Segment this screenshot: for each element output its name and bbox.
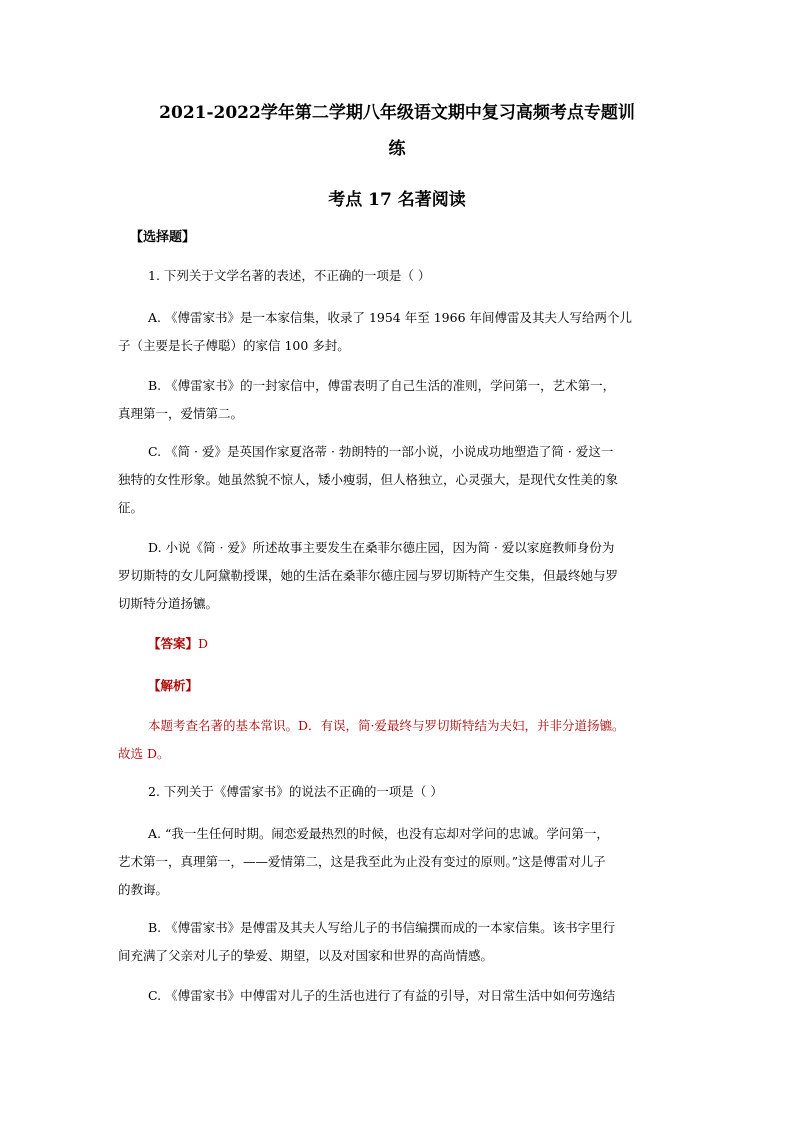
- q1-option-d-line1: D. 小说《简 · 爱》所述故事主要发生在桑菲尔德庄园，因为简 · 爱以家庭教师身份为: [148, 540, 615, 555]
- q1-option-a-line2: 子（主要是长子傅聪）的家信 100 多封。: [118, 338, 350, 353]
- q2-option-b-line2: 间充满了父亲对儿子的挚爱、期望，以及对国家和世界的高尚情感。: [118, 948, 494, 963]
- q1-option-c-line1: C. 《简 · 爱》是英国作家夏洛蒂 · 勃朗特的一部小说，小说成功地塑造了简 · 爱这一: [148, 444, 614, 459]
- q1-option-b-line1: B. 《傅雷家书》的一封家信中，傅雷表明了自己生活的准则，学问第一，艺术第一，: [148, 378, 616, 393]
- q1-analysis-line2: 故选 D。: [118, 746, 170, 761]
- q1-stem: 1. 下列关于文学名著的表述，不正确的一项是（ ）: [148, 268, 431, 283]
- q2-option-a-line2: 艺术第一，真理第一，——爱情第二，这是我至此为止没有变过的原则。”这是傅雷对儿子: [118, 854, 606, 869]
- q2-option-a-line1: A. “我一生任何时期。闹恋爱最热烈的时候，也没有忘却对学问的忠诚。学问第一，: [148, 826, 609, 841]
- section-choice-label: 【选择题】: [130, 230, 196, 245]
- q2-option-c-line1: C. 《傅雷家书》中傅雷对儿子的生活也进行了有益的引导，对日常生活中如何劳逸结: [148, 988, 616, 1003]
- document-title-line1: 2021-2022学年第二学期八年级语文期中复习高频考点专题训: [159, 103, 635, 123]
- q2-option-a-line3: 的教诲。: [118, 882, 169, 897]
- q1-option-c-line3: 征。: [118, 500, 144, 515]
- answer-value: D: [198, 636, 209, 651]
- q1-option-d-line3: 切斯特分道扬镳。: [118, 596, 219, 611]
- q1-option-a-line1: A. 《傅雷家书》是一本家信集，收录了 1954 年至 1966 年间傅雷及其夫人写给两个儿: [148, 310, 632, 325]
- q1-answer: [148, 630, 714, 658]
- document-title-line2: 练: [388, 139, 406, 159]
- q1-option-b-line2: 真理第一，爱情第二。: [118, 406, 244, 421]
- q1-option-d-line2: 罗切斯特的女儿阿黛勒授课，她的生活在桑菲尔德庄园与罗切斯特产生交集，但最终她与罗: [118, 568, 619, 583]
- answer-label: 【答案】: [148, 636, 199, 651]
- q1-option-c-line2: 独特的女性形象。她虽然貌不惊人，矮小瘦弱，但人格独立，心灵强大，是现代女性美的象: [118, 472, 619, 487]
- q2-option-b-line1: B. 《傅雷家书》是傅雷及其夫人写给儿子的书信编撰而成的一本家信集。该书字里行: [148, 920, 616, 935]
- q1-analysis-line1: 本题考查名著的基本常识。D．有误，简·爱最终与罗切斯特结为夫妇，并非分道扬镳。: [148, 718, 625, 733]
- q2-stem: 2. 下列关于《傅雷家书》的说法不正确的一项是（ ）: [148, 784, 443, 799]
- topic-heading: 考点 17 名著阅读: [328, 190, 466, 210]
- q1-analysis-label: 【解析】: [148, 678, 199, 693]
